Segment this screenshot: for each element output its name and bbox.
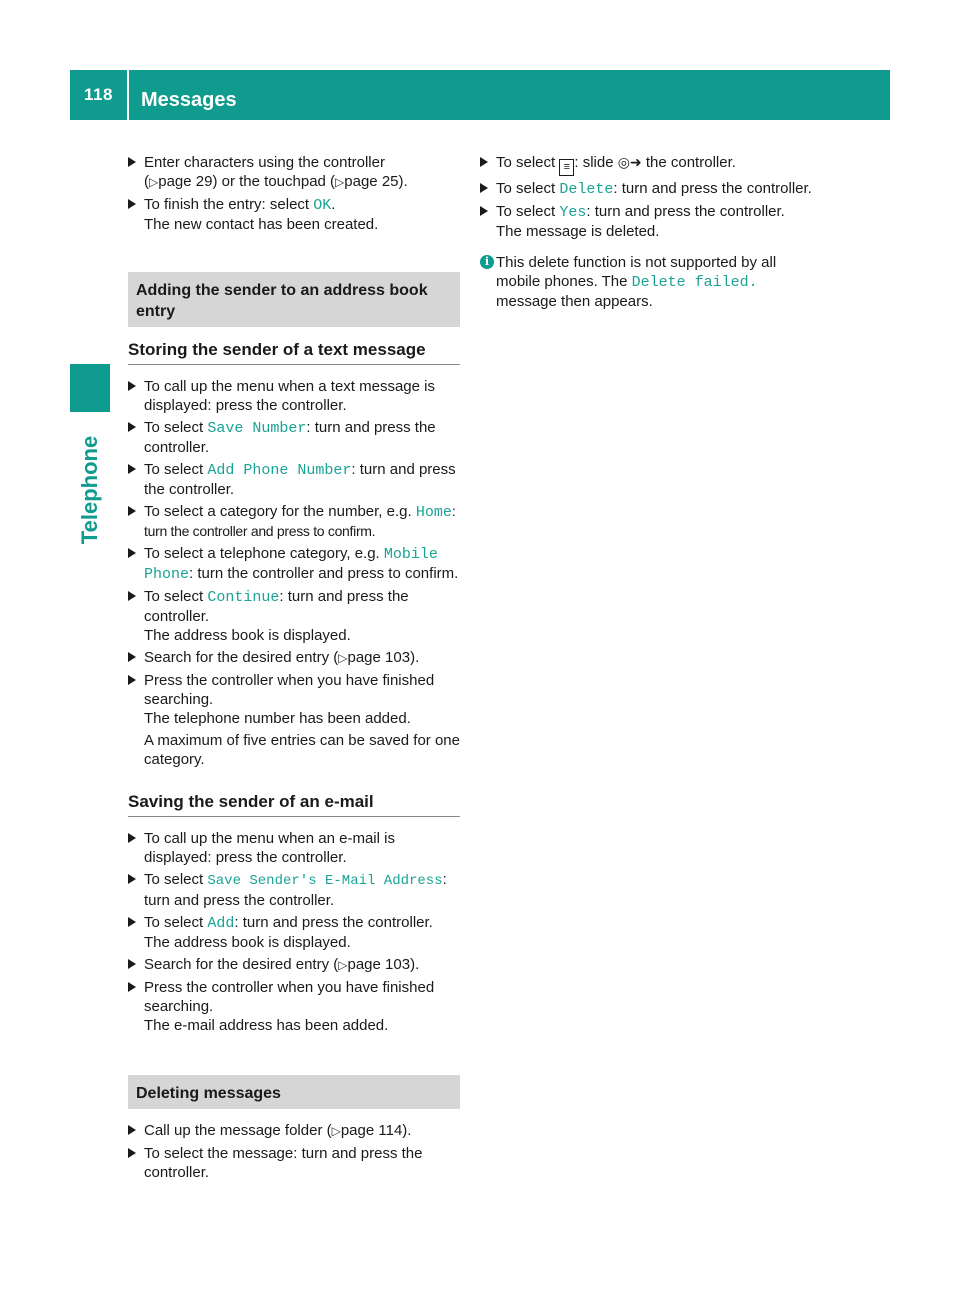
menu-item-home: Home: [415, 504, 452, 521]
info-text: This delete function is not supported by all mobile phones. The: [496, 254, 777, 290]
page-number: 118: [84, 85, 113, 104]
step-text: : turn and press the controller.: [613, 180, 812, 197]
step-result: The telephone number has been added.: [144, 710, 411, 727]
step-text: the controller.: [641, 154, 736, 171]
instruction-step: [480, 153, 815, 176]
menu-item-delete: Delete: [559, 181, 614, 198]
step-text: Enter characters using the controller: [144, 154, 385, 171]
step-arrow-icon: [128, 1125, 136, 1135]
right-column: [480, 153, 815, 311]
step-arrow-icon: [128, 982, 136, 992]
section-title: Messages: [141, 89, 237, 111]
info-note: [480, 253, 815, 311]
step-text: To select a category for the number, e.g.: [144, 503, 416, 520]
step-text: To select: [144, 588, 208, 605]
step-text: To select: [144, 914, 208, 931]
message-delete-failed: Delete failed.: [631, 274, 758, 291]
step-text: ).: [402, 1122, 412, 1139]
subheading-email: Saving the sender of an e-mail: [128, 791, 460, 817]
step-text: Search for the desired entry (: [144, 956, 339, 973]
page-reference[interactable]: page 114: [340, 1122, 403, 1139]
step-text: : turn and press the controller.: [586, 203, 785, 220]
step-note: A maximum of five entries can be saved for one category.: [144, 732, 460, 768]
step-result: The address book is displayed.: [144, 627, 351, 644]
step-text: Search for the desired entry (: [144, 649, 339, 666]
menu-item-save-number: Save Number: [207, 420, 307, 437]
side-color-block: [70, 364, 110, 412]
step-text: To select: [144, 419, 208, 436]
step-arrow-icon: [128, 464, 136, 474]
chapter-tab: [70, 425, 110, 555]
page-ref-icon: ▷: [338, 958, 348, 972]
instruction-step: [128, 460, 460, 499]
menu-item-add-phone-number: Add Phone Number: [207, 462, 352, 479]
step-text: : turn the controller and press to confirm.: [144, 503, 456, 539]
step-arrow-icon: [128, 548, 136, 558]
page-reference[interactable]: page 25: [344, 173, 399, 190]
step-text: : turn and press the controller.: [144, 419, 436, 456]
left-column: [128, 153, 460, 1185]
instruction-step: [128, 377, 460, 415]
step-text: To select: [144, 871, 208, 888]
page-ref-icon: ▷: [149, 175, 159, 189]
chapter-tab-label: Telephone: [77, 435, 103, 545]
instruction-step: [128, 913, 460, 952]
step-text: ).: [410, 649, 420, 666]
step-arrow-icon: [128, 422, 136, 432]
step-arrow-icon: [128, 675, 136, 685]
instruction-step: [128, 153, 460, 192]
step-arrow-icon: [480, 183, 488, 193]
step-text: Press the controller when you have finished searching.: [144, 979, 435, 1015]
menu-item-continue: Continue: [207, 589, 280, 606]
instruction-step: [480, 179, 815, 199]
page-reference[interactable]: page 103: [347, 649, 411, 666]
page-ref-icon: ▷: [331, 1124, 341, 1138]
menu-item-save-email: Save Sender's E-Mail Address: [207, 873, 443, 889]
step-text: ).: [398, 173, 408, 190]
step-arrow-icon: [480, 206, 488, 216]
step-result: The e-mail address has been added.: [144, 1017, 389, 1034]
step-arrow-icon: [128, 157, 136, 167]
instruction-step: [128, 587, 460, 645]
step-text: To select a telephone category, e.g.: [144, 545, 384, 562]
options-menu-icon: ≡: [559, 159, 574, 176]
info-text: message then appears.: [496, 293, 653, 310]
step-arrow-icon: [128, 381, 136, 391]
section-heading-adding-sender: Adding the sender to an address book entry: [128, 272, 460, 327]
step-text: : turn and press the controller.: [144, 461, 456, 498]
menu-item-yes: Yes: [559, 204, 587, 221]
step-text: ) or the touchpad (: [212, 173, 336, 190]
subheading-text-message: Storing the sender of a text message: [128, 339, 460, 365]
instruction-step: [128, 544, 460, 584]
section-heading-deleting: Deleting messages: [128, 1075, 460, 1109]
instruction-step: [128, 1121, 460, 1141]
step-result: The new contact has been created.: [144, 216, 379, 233]
step-result: The message is deleted.: [496, 223, 660, 240]
step-text: To select: [496, 203, 560, 220]
step-text: To call up the menu when a text message is displayed: press the controller.: [144, 378, 435, 414]
step-text: To select: [496, 154, 560, 171]
step-text: To finish the entry: select: [144, 196, 314, 213]
page-reference[interactable]: page 103: [347, 956, 411, 973]
step-text: To select the message: turn and press the controller.: [144, 1145, 423, 1181]
instruction-step: [128, 978, 460, 1035]
header-divider: [127, 70, 129, 120]
controller-slide-icon: ◎➜: [617, 154, 642, 170]
instruction-step: [128, 195, 460, 234]
step-arrow-icon: [128, 917, 136, 927]
instruction-step: [128, 955, 460, 975]
step-result: The address book is displayed.: [144, 934, 351, 951]
menu-item-mobile-phone: Mobile Phone: [144, 546, 438, 583]
step-arrow-icon: [128, 506, 136, 516]
page-ref-icon: ▷: [338, 651, 348, 665]
step-arrow-icon: [128, 833, 136, 843]
page-reference[interactable]: page 29: [158, 173, 213, 190]
page-ref-icon: ▷: [335, 175, 345, 189]
step-arrow-icon: [128, 959, 136, 969]
step-text: To call up the menu when an e-mail is displayed: press the controller.: [144, 830, 395, 866]
step-text: To select: [496, 180, 560, 197]
instruction-step: [128, 870, 460, 910]
instruction-step: [480, 202, 815, 241]
step-text: ).: [410, 956, 420, 973]
step-text: : turn and press the controller.: [144, 871, 447, 909]
step-arrow-icon: [128, 591, 136, 601]
step-arrow-icon: [128, 874, 136, 884]
instruction-step: [128, 1144, 460, 1182]
info-icon: i: [480, 255, 494, 269]
step-text: Call up the message folder (: [144, 1122, 332, 1139]
step-arrow-icon: [480, 157, 488, 167]
instruction-step: [128, 648, 460, 668]
instruction-step: [128, 502, 460, 541]
instruction-step: [128, 829, 460, 867]
menu-item-add: Add: [207, 915, 235, 932]
step-text: .: [331, 196, 336, 213]
step-arrow-icon: [128, 652, 136, 662]
step-text: : turn and press the controller.: [234, 914, 433, 931]
step-text: : turn the controller and press to confirm.: [189, 565, 459, 582]
menu-item-ok: OK: [313, 197, 332, 214]
instruction-step: [128, 671, 460, 769]
step-text: : slide: [574, 154, 618, 171]
step-arrow-icon: [128, 199, 136, 209]
step-text: : turn and press the controller.: [144, 588, 409, 625]
step-text: To select: [144, 461, 208, 478]
instruction-step: [128, 418, 460, 457]
step-text: Press the controller when you have finished searching.: [144, 672, 435, 708]
step-arrow-icon: [128, 1148, 136, 1158]
step-text: (: [144, 173, 149, 190]
